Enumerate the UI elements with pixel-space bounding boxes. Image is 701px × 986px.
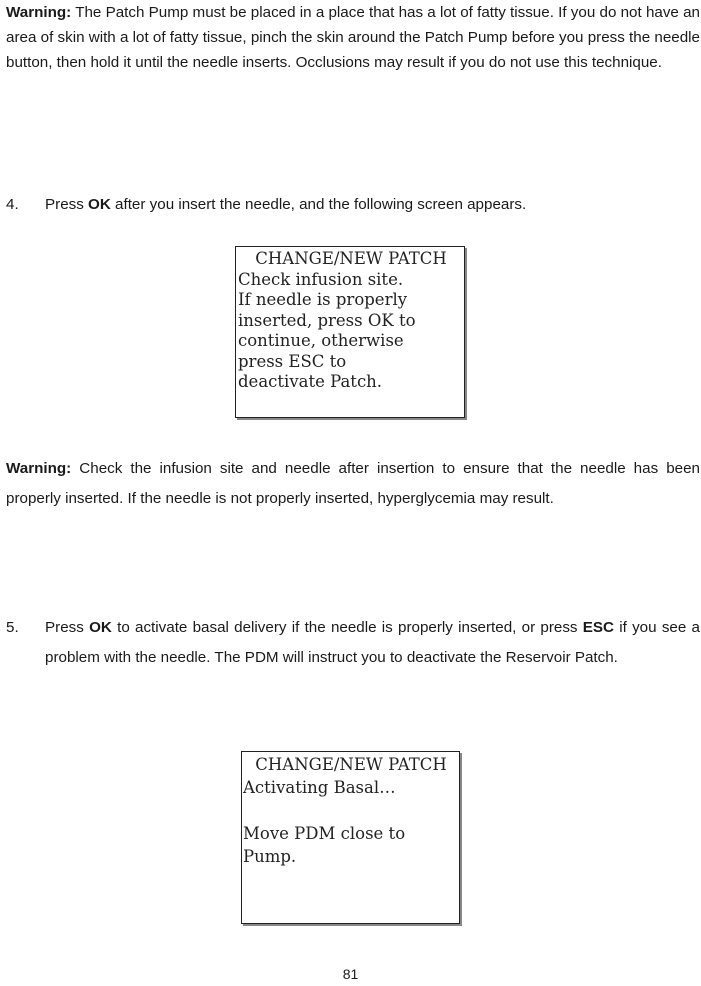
screen-line: inserted, press OK to [238,310,416,330]
step-number: 4. [6,196,19,213]
screen-line: Move PDM close to [243,824,406,843]
pdm-screen-activating-basal [241,751,460,924]
screen-line: Pump. [243,847,297,866]
step-number: 5. [6,619,19,636]
screen-line: Check infusion site. [238,269,404,289]
pdm-screen-check-infusion [235,246,465,418]
ok-key: OK [88,196,111,213]
screen-line [243,799,459,822]
screen-line: deactivate Patch. [238,372,383,391]
warning-text: The Patch Pump must be placed in a place that has a lot of fatty tissue. If you do not have an area of skin with a lot of fatty tissue, pinch the skin around the Patch Pump before you press the needle button, then hold it until the needle inserts. Occlusions may result if you do not use this technique. [6,4,700,71]
screen-line: If needle is properly [238,290,408,309]
screen-line: Activating Basal… [243,778,396,797]
screen-line: continue, otherwise [238,331,404,350]
warning-paragraph-2 [6,454,700,514]
screen-title: CHANGE/NEW PATCH [255,755,447,774]
warning-paragraph-1 [6,0,700,75]
step-5-text: Press OK to activate basal delivery if the needle is properly inserted, or press ESC if you see a problem with the needle. The PDM will instruct you to deactivate the Reservoir Patch. [45,619,701,666]
page-number: 81 [342,966,359,982]
ok-key: OK [89,619,112,636]
screen-title: CHANGE/NEW PATCH [255,249,447,268]
esc-key: ESC [582,619,614,636]
warning-label: Warning: [6,460,72,477]
screen-line: press ESC to [238,351,347,371]
step-4-text: Press OK after you insert the needle, and the following screen appears. [45,196,527,213]
warning-text: Check the infusion site and needle after insertion to ensure that the needle has been properly inserted. If the needle is not properly inserted, hyperglycemia may result. [6,460,700,507]
warning-label: Warning: [6,4,72,21]
